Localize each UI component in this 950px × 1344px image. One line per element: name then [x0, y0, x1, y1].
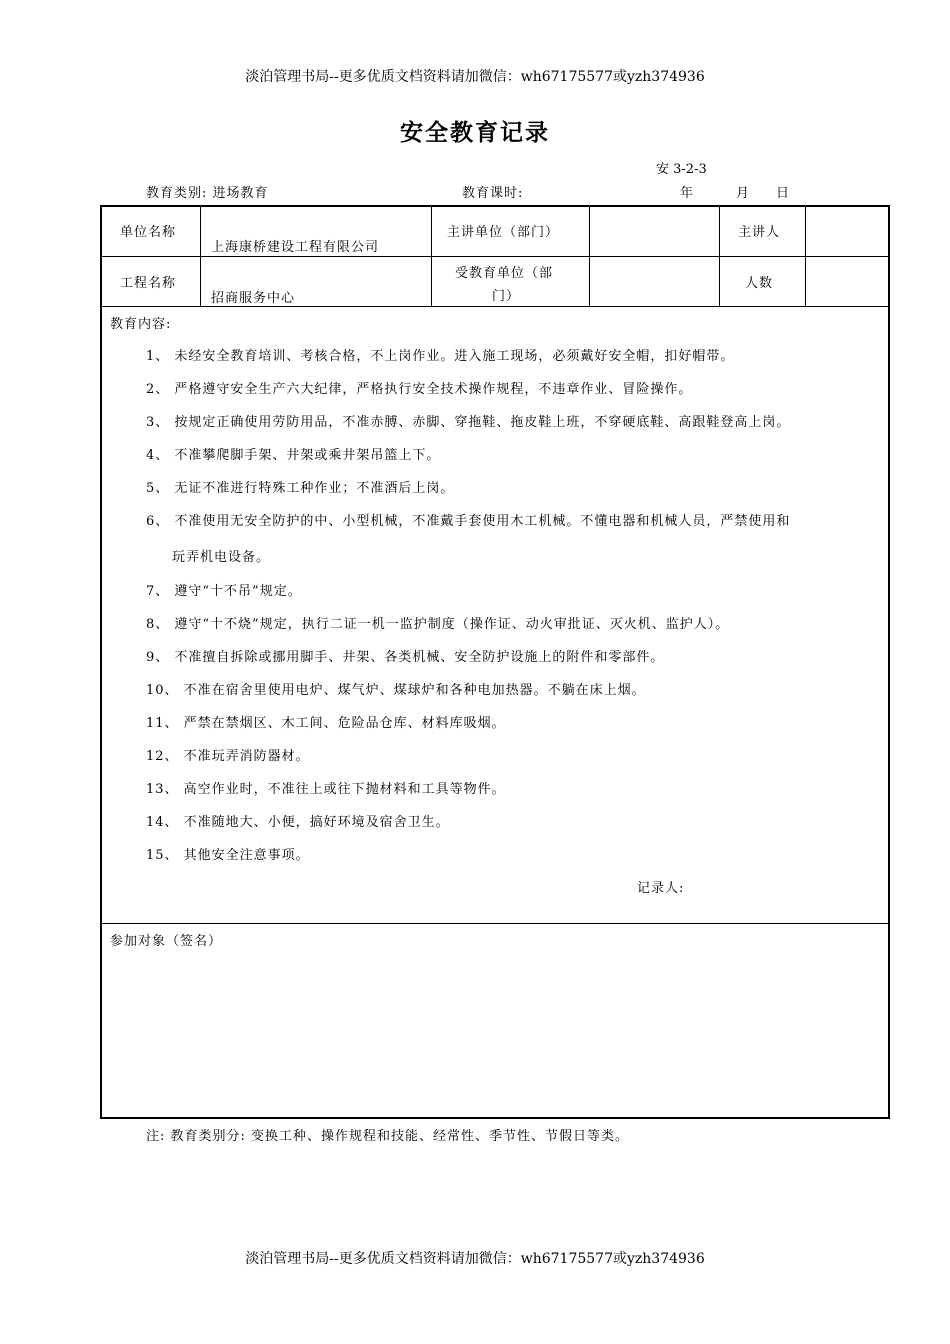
- content-item: 3、 按规定正确使用劳防用品，不准赤膊、赤脚、穿拖鞋、拖皮鞋上班，不穿硬底鞋、高跟鞋登高上岗。: [146, 415, 791, 430]
- table-row-divider: [100, 306, 890, 307]
- table-row-divider: [100, 923, 890, 924]
- date-year-label: 年: [680, 186, 695, 201]
- project-name-value: 招商服务中心: [211, 291, 296, 306]
- content-item: 14、 不准随地大、小便，搞好环境及宿舍卫生。: [146, 815, 450, 830]
- education-hours-label: 教育课时:: [462, 186, 524, 201]
- unit-name-label: 单位名称: [120, 225, 177, 240]
- project-name-label: 工程名称: [120, 276, 177, 291]
- content-item: 1、 未经安全教育培训、考核合格，不上岗作业。进入施工现场，必须戴好安全帽，扣好帽带。: [146, 349, 735, 364]
- content-item: 11、 严禁在禁烟区、木工间、危险品仓库、材料库吸烟。: [146, 716, 506, 731]
- page-header-note: 淡泊管理书局--更多优质文档资料请加微信：wh67175577或yzh374936: [245, 69, 705, 85]
- content-item: 5、 无证不准进行特殊工种作业；不准酒后上岗。: [146, 481, 455, 496]
- page-footer-note: 淡泊管理书局--更多优质文档资料请加微信：wh67175577或yzh374936: [245, 1251, 705, 1267]
- participants-signature-label: 参加对象（签名）: [110, 934, 223, 949]
- content-item-continuation: 玩弄机电设备。: [172, 550, 271, 565]
- content-item: 7、 遵守“十不吊”规定。: [146, 584, 302, 599]
- host-unit-label: 主讲单位（部门）: [447, 225, 560, 240]
- content-item: 8、 遵守“十不烧”规定，执行二证一机一监护制度（操作证、动火审批证、灭火机、监护人）。: [146, 617, 730, 632]
- unit-name-value: 上海康桥建设工程有限公司: [211, 240, 380, 255]
- content-item: 13、 高空作业时，不准往上或往下抛材料和工具等物件。: [146, 782, 506, 797]
- content-item: 10、 不准在宿舍里使用电炉、煤气炉、煤球炉和各种电加热器。不躺在床上烟。: [146, 683, 646, 698]
- lecturer-label: 主讲人: [738, 225, 781, 240]
- table-column-divider: [719, 205, 720, 306]
- recorder-label: 记录人:: [637, 881, 685, 896]
- content-item: 9、 不准擅自拆除或挪用脚手、井架、各类机械、安全防护设施上的附件和零部件。: [146, 650, 665, 665]
- content-item: 12、 不准玩弄消防器材。: [146, 749, 310, 764]
- trained-unit-label-line2: 门）: [492, 289, 521, 304]
- document-title: 安全教育记录: [400, 119, 550, 146]
- table-column-divider: [431, 205, 432, 306]
- table-column-divider: [589, 205, 590, 306]
- content-item: 2、 严格遵守安全生产六大纪律，严格执行安全技术操作规程，不违章作业、冒险操作。: [146, 382, 693, 397]
- date-day-label: 日: [776, 186, 791, 201]
- content-item: 15、 其他安全注意事项。: [146, 848, 310, 863]
- footnote: 注: 教育类别分: 变换工种、操作规程和技能、经常性、季节性、节假日等类。: [146, 1129, 630, 1144]
- date-month-label: 月: [736, 186, 751, 201]
- content-item: 4、 不准攀爬脚手架、井架或乘井架吊篮上下。: [146, 448, 441, 463]
- content-item: 6、 不准使用无安全防护的中、小型机械，不准戴手套使用木工机械。不懂电器和机械人员，严禁使用和: [146, 514, 791, 529]
- table-column-divider: [805, 205, 806, 306]
- trained-unit-label-line1: 受教育单位（部: [455, 266, 554, 281]
- table-row-divider: [100, 256, 890, 257]
- document-code: 安 3-2-3: [656, 162, 707, 177]
- education-category: 教育类别: 进场教育: [146, 186, 269, 201]
- participant-count-label: 人数: [745, 276, 774, 291]
- education-content-label: 教育内容:: [110, 317, 172, 332]
- table-column-divider: [200, 205, 201, 306]
